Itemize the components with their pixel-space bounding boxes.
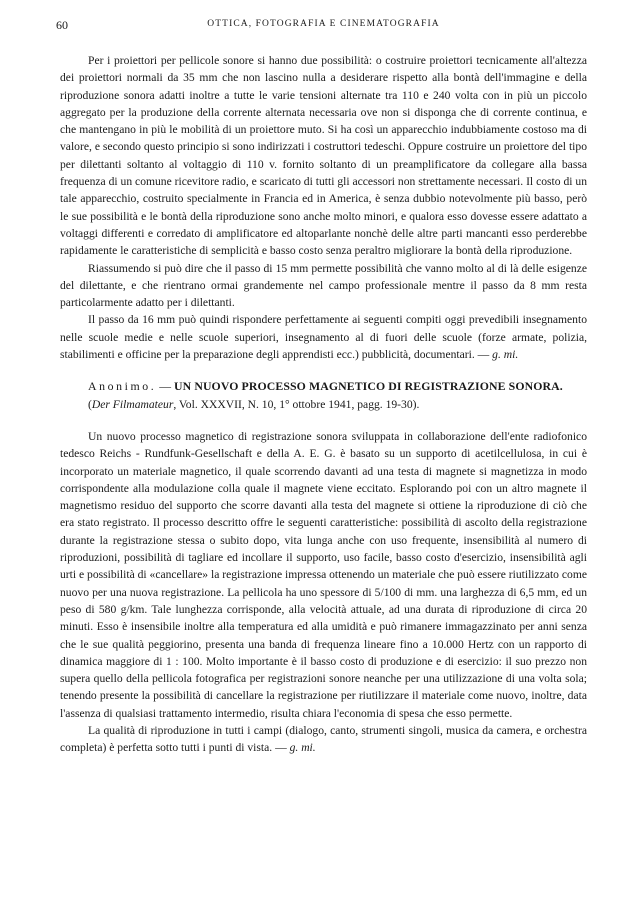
article-title: UN NUOVO PROCESSO MAGNETICO DI REGISTRAZIONE SONORA. <box>174 379 563 394</box>
citation-details: , Vol. XXXVII, N. 10, 1° ottobre 1941, pagg. 19-30). <box>173 397 420 411</box>
article-body <box>60 428 587 757</box>
author-signature: g. mi. <box>492 348 519 362</box>
paragraph-projector-options: Per i proiettori per pellicole sonore si hanno due possibilità: o costruire proiettori tecnicamente all'altezza dei proiettori normali da 35 mm che non lascino nulla a desiderare rispetto alla bontà dell'immagine e della riproduzione sonora adatti inoltre a tutte le varie tensioni alternate tra 110 e 240 volta con in più un piccolo aggregato per la produzione della corrente alternata necessaria ove non si disponga che di corrente continua, e che mantengano in più le mobilità di un proiettore muto. Si ha così un apparecchio indubbiamente costoso ma di valore, e secondo questo principio si sono indirizzati i costruttori tedeschi. Oppure costruire un proiettore del tipo per dilettanti soltanto al voltaggio di 110 v. fornito soltanto di un preamplificatore da collegare alla bassa frequenza di un comune ricevitore radio, e scaricato di tutti gli accessori non strettamente necessari. Il costo di un tale apparecchio, costruito specialmente in Francia ed in America, è senza dubbio notevolmente più basso, però le sue possibilità e le bontà della riproduzione sono anche molto minori, e qualora esso dovesse essere adattato a voltaggi differenti e corredato di amplificatore ed altoparlante nonchè delle altre parti mancanti esso perderebbe rapidamente le caratteristiche di semplicità e basso costo senza peraltro migliorare la bontà della riproduzione. <box>60 54 587 258</box>
journal-name: Der Filmamateur <box>91 397 174 411</box>
page-number: 60 <box>56 18 68 32</box>
paragraph-quality <box>60 722 587 757</box>
body-text <box>60 52 587 757</box>
citation-open: ( <box>88 397 92 411</box>
article-heading <box>60 378 587 395</box>
paragraph-process-description: Un nuovo processo magnetico di registrazione sonora sviluppata in collaborazione dell'ente radiofonico tedesco Reichs - Rundfunk-Gesellschaft e della A. E. G. è basato su un supporto di acetilcellulosa, in cui è incorporato un materiale magnetico, il quale scorrendo davanti ad una testa di magnete si magnetizza in modo corrispondente alla modulazione colla quale il magnete viene eccitato. Esplorando poi con un altro magnete il magnetismo residuo del supporto che scorre davanti alla testa del magnete si ottiene la riproduzione di ciò che era stato registrato. Il processo descritto offre le seguenti caratteristiche: possibilità di ascolto della registrazione durante la registrazione stessa o subito dopo, vita lunga anche con uso frequente, insensibilità al numero di riproduzioni, possibilità di tagliare ed incollare il supporto, uso facile, basso costo d'esercizio, insensibilità agli urti e possibilità di «cancellare» la registrazione impressa ottenendo un materiale che può essere riutilizzato come nuovo per una nuova registrazione. La pellicola ha uno spessore di 5/100 di mm. una larghezza di 6,5 mm, ed un peso di 580 g/km. Tale lunghezza corrisponde, alla velocità attuale, ad una durata di riproduzione di circa 20 minuti. Esso è insensibile inoltre alla temperatura ed alla umidità e può rimanere immagazzinato per anni senza che le sue qualità peggiorino, presenta una banda di frequenza lineare fino a 10.000 Hertz con un rapporto di dinamica maggiore di 1 : 100. Molto importante è il basso costo di produzione e di esercizio: il suo prezzo non supera quello della pellicola fotografica per registrazioni sonore neanche per una utilizzazione di una volta sola; tenendo presente la possibilità di cancellare la registrazione per riutilizzare il materiale come nuovo, inoltre, data l'assenza di qualsiasi trattamento intermedio, risulta chiara l'economia di spesa che esso permette. <box>60 429 587 720</box>
page-header <box>56 18 587 34</box>
paragraph-quality-text: La qualità di riproduzione in tutti i campi (dialogo, canto, strumenti singoli, musica da camera, e orchestra completa) è perfetta sotto tutti i punti di vista. — <box>60 723 587 755</box>
heading-dash: — <box>156 379 175 394</box>
projector-discussion-section <box>60 52 587 363</box>
paragraph-summary: Riassumendo si può dire che il passo di 15 mm permette possibilità che vanno molto al di là delle esigenze del dilettante, e che rientrano ormai grandemente nel campo professionale mentre il passo da 8 mm resta particolarmente adatto per i dilettanti. <box>60 261 587 310</box>
article-signature: g. mi. <box>289 741 316 755</box>
running-title: OTTICA, FOTOGRAFIA E CINEMATOGRAFIA <box>207 19 440 29</box>
magnetic-recording-article <box>60 378 587 756</box>
paragraph-16mm-text: Il passo da 16 mm può quindi rispondere perfettamente ai seguenti compiti oggi prevedibili insegnamento nelle scuole medie e nelle scuole superiori, insegnamento al di fuori delle scuole (forze armate, polizia, stabilimenti e officine per la preparazione degli apprendisti ecc.) pubblicità, documentari. — <box>60 313 587 362</box>
article-citation <box>60 396 587 413</box>
article-author: Anonimo. <box>88 379 157 394</box>
paragraph-16mm-uses <box>60 311 587 363</box>
